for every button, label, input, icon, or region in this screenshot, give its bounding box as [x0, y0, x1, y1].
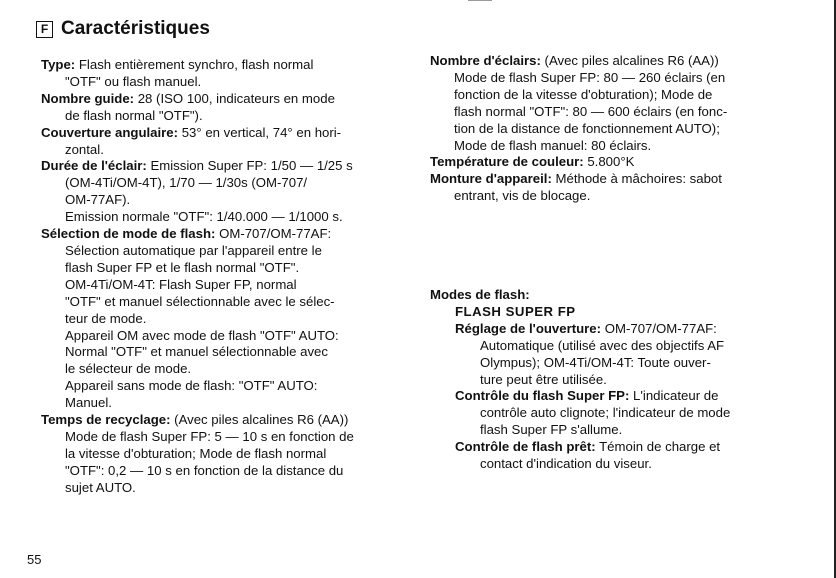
super-fp-heading: FLASH SUPER FP: [455, 303, 576, 319]
flash-modes-section: [430, 287, 792, 473]
spec-label: Nombre d'éclairs:: [430, 53, 541, 68]
spec-super-fp-control: [430, 388, 792, 405]
language-f-icon: F: [36, 21, 53, 38]
spec-line: "OTF" et manuel sélectionnable avec le sélec-: [65, 293, 335, 309]
page-title: Caractéristiques: [61, 18, 210, 39]
spec-aperture-setting: [430, 321, 792, 338]
spec-color-temperature: [430, 154, 792, 171]
spec-line: entrant, vis de blocage.: [454, 188, 591, 204]
spec-line: Manuel.: [65, 395, 112, 411]
spec-line: Normal "OTF" et manuel sélectionnable avec: [65, 344, 328, 360]
spec-line: flash normal "OTF": 80 — 600 éclairs (en fonc-: [454, 103, 728, 119]
spec-value: (Avec piles alcalines R6 (AA)): [544, 53, 719, 68]
spec-label: Réglage de l'ouverture:: [455, 320, 602, 336]
spec-value: (Avec piles alcalines R6 (AA)): [174, 412, 349, 428]
spec-value: Témoin de charge et: [599, 439, 721, 455]
spec-line: tion de la distance de fonctionnement AUTO);: [454, 120, 720, 136]
spec-line: "OTF": 0,2 — 10 s en fonction de la distance du: [65, 462, 344, 478]
spec-value: L'indicateur de: [633, 388, 719, 404]
spec-line: fonction de la vitesse d'obturation); Mode de: [454, 86, 713, 102]
right-column: [430, 53, 792, 205]
spec-line: contrôle auto clignote; l'indicateur de mode: [480, 405, 731, 421]
spec-line: teur de mode.: [65, 310, 147, 326]
spec-line: (OM-4Ti/OM-4T), 1/70 — 1/30s (OM-707/: [65, 175, 308, 191]
spec-line: Mode de flash Super FP: 5 — 10 s en fonction de: [65, 428, 354, 444]
spec-label: Monture d'appareil:: [430, 171, 552, 187]
spec-label: Type:: [41, 57, 76, 72]
spec-flash-duration: [41, 158, 403, 175]
spec-value: 53° en vertical, 74° en hori-: [181, 124, 342, 140]
spec-type: [41, 57, 403, 74]
spec-angular-coverage: [41, 125, 403, 142]
spec-value: Emission Super FP: 1/50 — 1/25 s: [150, 158, 353, 174]
spec-guide-number: [41, 91, 403, 108]
spec-line: le sélecteur de mode.: [65, 361, 192, 377]
spec-line: ture peut être utilisée.: [480, 371, 607, 387]
spec-line: Mode de flash Super FP: 80 — 260 éclairs (en: [454, 69, 726, 85]
spec-mode-selection: [41, 226, 403, 243]
spec-line: OM-4Ti/OM-4T: Flash Super FP, normal: [65, 276, 297, 292]
spec-label: Sélection de mode de flash:: [41, 226, 216, 242]
spec-line: flash Super FP s'allume.: [480, 422, 623, 438]
section-header: [36, 18, 210, 40]
flash-modes-heading: Modes de flash:: [430, 287, 530, 302]
left-column: [41, 57, 403, 497]
spec-flash-ready: [430, 439, 792, 456]
spec-line: zontal.: [65, 141, 104, 157]
spec-camera-mount: [430, 171, 792, 188]
spec-value: Méthode à mâchoires: sabot: [555, 171, 722, 187]
spec-value: OM-707/OM-77AF:: [219, 226, 332, 242]
spec-line: la vitesse d'obturation; Mode de flash normal: [65, 445, 327, 461]
spec-value: 28 (ISO 100, indicateurs en mode: [137, 90, 335, 106]
spec-line: "OTF" ou flash manuel.: [65, 73, 202, 89]
spec-flash-count: [430, 53, 792, 70]
spec-line: flash Super FP et le flash normal "OTF".: [65, 259, 300, 275]
spec-line: de flash normal "OTF").: [65, 107, 203, 123]
spec-line: Appareil sans mode de flash: "OTF" AUTO:: [65, 378, 318, 394]
spec-label: Couverture angulaire:: [41, 124, 179, 140]
spec-label: Nombre guide:: [41, 90, 135, 106]
spec-value: 5.800°K: [587, 154, 635, 170]
spec-label: Durée de l'éclair:: [41, 158, 147, 174]
spec-line: Mode de flash manuel: 80 éclairs.: [454, 137, 652, 153]
spec-line: Emission normale "OTF": 1/40.000 — 1/1000 s.: [65, 209, 343, 225]
spec-line: Appareil OM avec mode de flash "OTF" AUTO:: [65, 327, 339, 343]
top-rule: [468, 0, 492, 1]
page-number: 55: [27, 552, 42, 567]
spec-value: Flash entièrement synchro, flash normal: [78, 57, 314, 72]
spec-line: Automatique (utilisé avec des objectifs AF: [480, 337, 725, 353]
spec-line: Sélection automatique par l'appareil entre le: [65, 242, 322, 258]
spec-label: Température de couleur:: [430, 154, 584, 170]
spec-line: Olympus); OM-4Ti/OM-4T: Toute ouver-: [480, 354, 711, 370]
spec-line: sujet AUTO.: [65, 479, 136, 495]
spec-label: Temps de recyclage:: [41, 412, 171, 428]
spec-value: OM-707/OM-77AF:: [604, 320, 717, 336]
spec-line: OM-77AF).: [65, 192, 131, 208]
spec-recycle-time: [41, 412, 403, 429]
spec-label: Contrôle de flash prêt:: [455, 439, 596, 455]
spec-label: Contrôle du flash Super FP:: [455, 388, 630, 404]
spec-line: contact d'indication du viseur.: [480, 456, 652, 472]
